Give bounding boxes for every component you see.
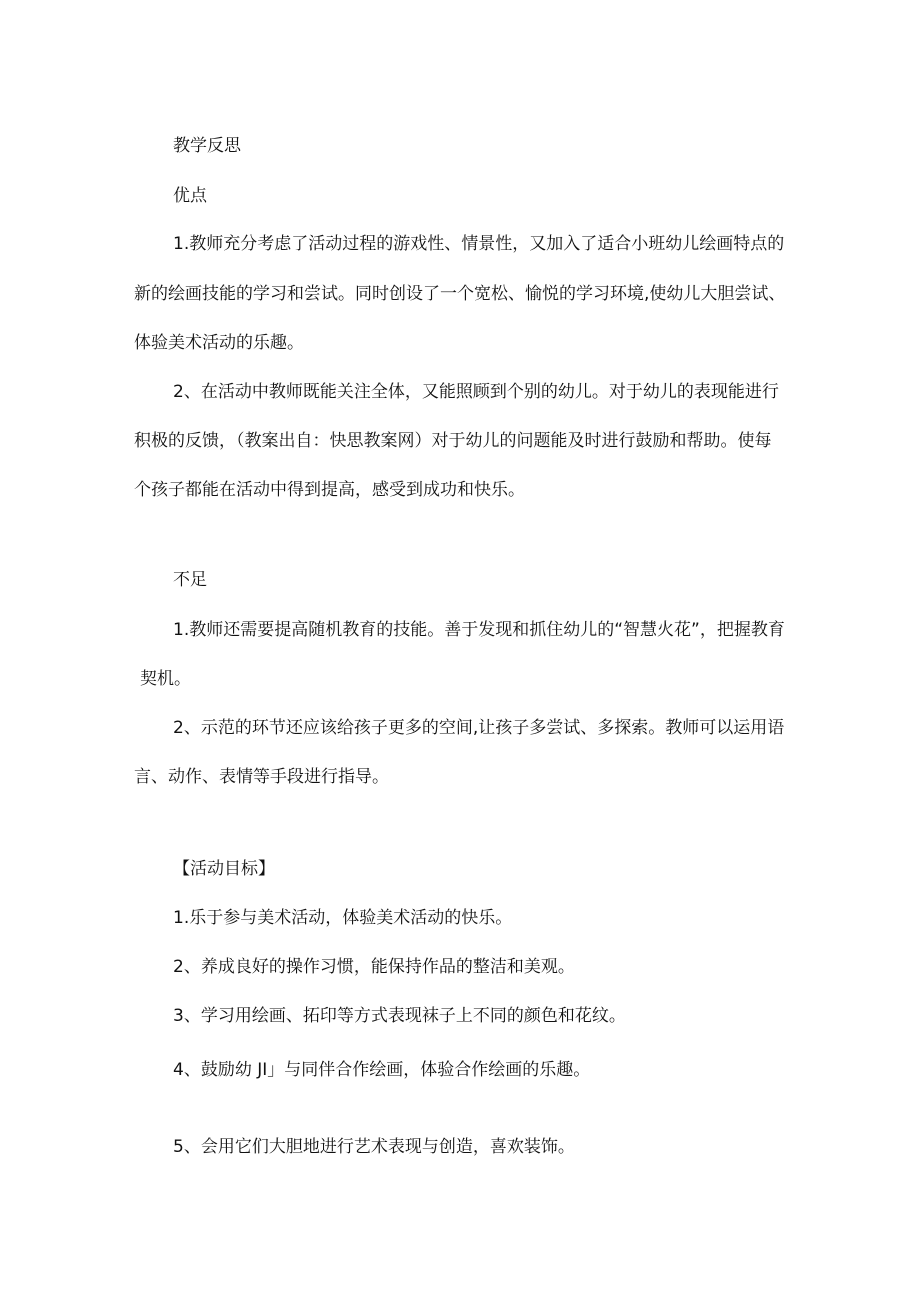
goal-2: 2、养成良好的操作习惯，能保持作品的整洁和美观。 [173,957,575,977]
short2-line2: 言、动作、表情等手段进行指导。 [134,767,389,787]
short1-line2: 契机。 [140,669,191,689]
merit1-line2: 新的绘画技能的学习和尝试。同时创设了一个宽松、愉悦的学习环境,使幼儿大胆尝试、 [134,284,786,304]
merit1-line3: 体验美术活动的乐趣。 [134,333,304,353]
short1-line1: 1.教师还需要提高随机教育的技能。善于发现和抓住幼儿的“智慧火花”，把握教育 [173,620,785,640]
short2-line1: 2、示范的环节还应该给孩子更多的空间,让孩子多尝试、多探索。教师可以运用语 [173,718,785,738]
goal-4: 4、鼓励幼 JI」与同伴合作绘画，体验合作绘画的乐趣。 [173,1060,591,1080]
merit1-line1: 1.教师充分考虑了活动过程的游戏性、情景性，又加入了适合小班幼儿绘画特点的 [173,234,785,254]
merit2-line2: 积极的反馈，（教案出自：快思教案网）对于幼儿的问题能及时进行鼓励和帮助。使每 [134,431,772,451]
merit2-line1: 2、在活动中教师既能关注全体，又能照顾到个别的幼儿。对于幼儿的表现能进行 [173,382,779,402]
goal-5: 5、会用它们大胆地进行艺术表现与创造，喜欢装饰。 [173,1137,575,1157]
shortcomings-heading: 不足 [173,570,207,590]
merit2-line3: 个孩子都能在活动中得到提高，感受到成功和快乐。 [134,480,525,500]
goals-heading: 【活动目标】 [173,859,275,879]
goal-1: 1.乐于参与美术活动，体验美术活动的快乐。 [173,908,513,928]
reflection-heading: 教学反思 [173,136,241,156]
goal-3: 3、学习用绘画、拓印等方式表现袜子上不同的颜色和花纹。 [173,1006,626,1026]
merits-heading: 优点 [173,186,207,206]
